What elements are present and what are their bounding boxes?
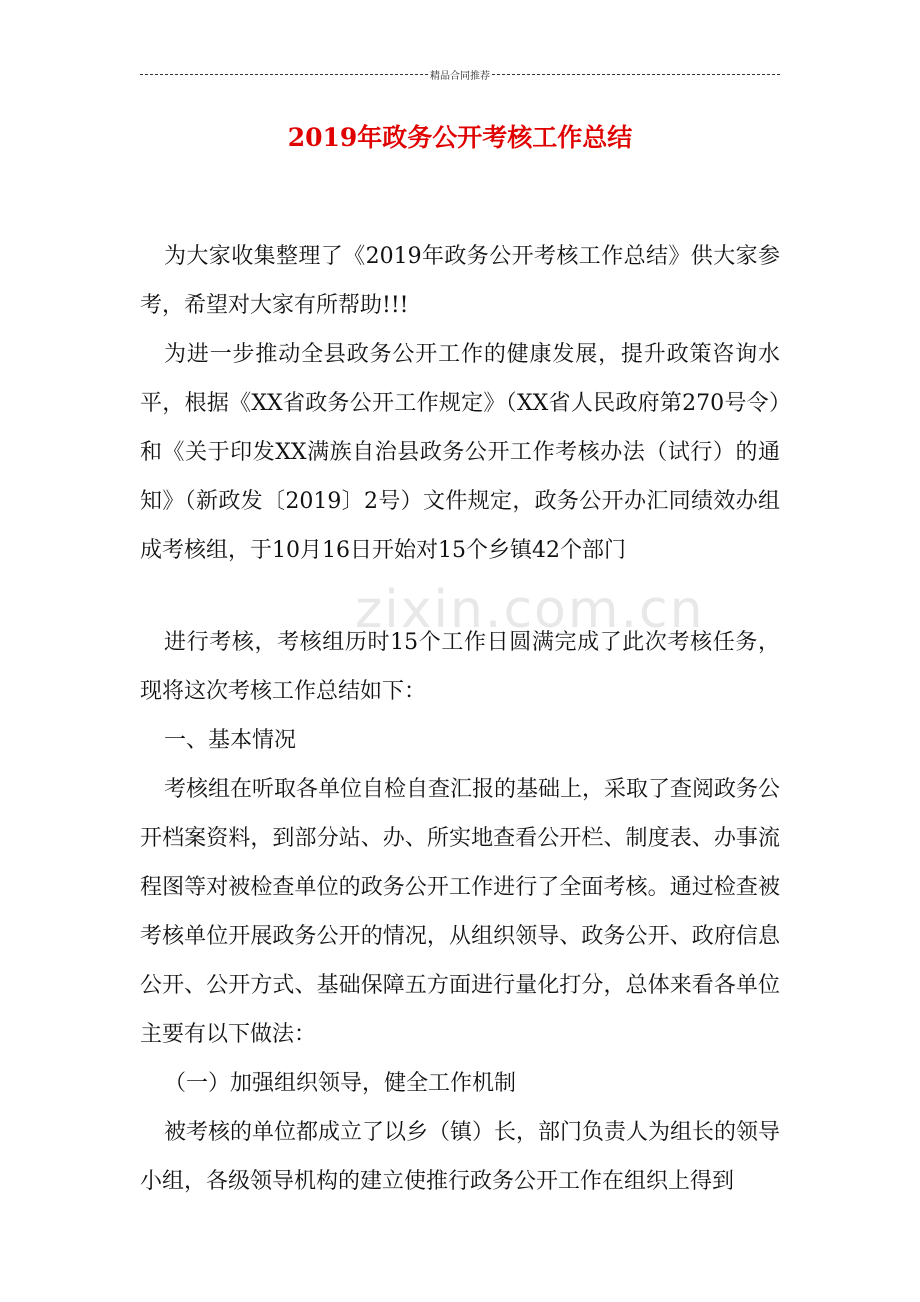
header-dash-left <box>140 74 428 75</box>
document-title: 2019年政务公开考核工作总结 <box>287 123 633 152</box>
paragraph-intro: 为大家收集整理了《2019年政务公开考核工作总结》供大家参考，希望对大家有所帮助!!! <box>140 244 780 318</box>
paragraph-process: 进行考核，考核组历时15个工作日圆满完成了此次考核任务，现将这次考核工作总结如下： <box>140 630 780 704</box>
paragraph-leadership: 被考核的单位都成立了以乡（镇）长，部门负责人为组长的领导小组，各级领导机构的建立使推行政务公开工作在组织上得到 <box>140 1120 781 1194</box>
paragraph-basic-situation: 考核组在听取各单位自检自查汇报的基础上，采取了查阅政务公开档案资料，到部分站、办、所实地查看公开栏、制度表、办事流程图等对被检查单位的政务公开工作进行了全面考核。通过检查被考核单位开展政务公开的情况，从组织领导、政务公开、政府信息公开、公开方式、基础保障五方面进行量化打分，总体来看各单位主要有以下做法： <box>140 777 781 1047</box>
page-header <box>140 64 780 84</box>
header-dash-right <box>492 74 780 75</box>
paragraph-background: 为进一步推动全县政务公开工作的健康发展，提升政策咨询水平，根据《XX省政务公开工作规定》（XX省人民政府第270号令）和《关于印发XX满族自治县政务公开工作考核办法（试行）的通知》（新政发〔2019〕2号）文件规定，政务公开办汇同绩效办组成考核组，于10月16日开始对15个乡镇42个部门 <box>140 342 780 563</box>
header-label: 精品合同推荐 <box>430 70 490 82</box>
section-heading-basic: 一、基本情况 <box>164 728 297 753</box>
watermark: zixin.com.cn <box>355 580 705 640</box>
subsection-heading-leadership: （一）加强组织领导，健全工作机制 <box>164 1071 517 1096</box>
